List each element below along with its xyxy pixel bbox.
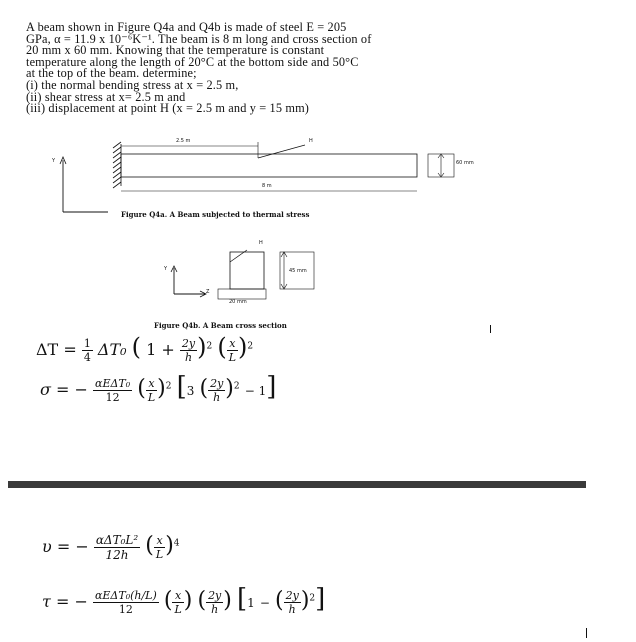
- figure-q4b-caption: Figure Q4b. A Beam cross section: [154, 321, 287, 330]
- problem-line: 20 mm x 60 mm. Knowing that the temperature is constant: [26, 43, 325, 58]
- eq-frac-den: 12h: [105, 548, 129, 562]
- dim-label-8m: 8 m: [262, 183, 272, 189]
- figure-q4a-caption: Figure Q4a. A Beam subjected to thermal stress: [121, 210, 310, 219]
- problem-line: (iii) displacement at point H (x = 2.5 m and y = 15 mm): [26, 101, 310, 116]
- equation-delta-t: ΔT = $\frac{1}{4}$ ΔT₀ ( 1 + $\frac{2y}{h}$ )$^2$ ( $\frac{x}{L}$ )$^2$: [36, 333, 254, 364]
- eq-frac-den: h: [288, 603, 296, 616]
- eq-coef-num: 1: [83, 337, 91, 350]
- eq-frac-num: αEΔT₀: [95, 377, 131, 390]
- cross-section-rectangle: [230, 252, 264, 289]
- eq-one: 1: [146, 340, 157, 359]
- stray-tick: [490, 325, 491, 333]
- eq-plus: +: [161, 340, 175, 359]
- eq-paren: (: [131, 333, 142, 361]
- problem-line: (ii) shear stress at x= 2.5 m and: [26, 89, 186, 104]
- eq-frac-num: 2y: [181, 337, 196, 350]
- eq-frac-num: 2y: [210, 377, 224, 390]
- eq-three: 3: [186, 384, 195, 398]
- equation-v: υ = − $\frac{\text{αΔT₀L²}}{12h}$ ( $\frac{x}{L}$ )$^4$: [42, 533, 180, 562]
- eq-frac-num: 2y: [285, 589, 299, 602]
- problem-line: temperature along the length of 20°C at the bottom side and 50°C: [26, 54, 359, 69]
- eq-lhs: σ: [40, 380, 51, 399]
- eq-term: ΔT₀: [97, 340, 127, 359]
- beam-rectangle: [121, 154, 417, 177]
- eq-frac-num: x: [146, 377, 157, 391]
- point-h-label-b: H: [259, 240, 263, 246]
- eq-paren: (: [217, 333, 227, 361]
- eq-frac-den: 12: [118, 603, 133, 616]
- eq-frac-num: 2y: [208, 589, 222, 602]
- eq-frac-den: h: [184, 351, 193, 364]
- eq-one: 1: [247, 596, 255, 610]
- eq-frac-num: αΔT₀L²: [95, 533, 139, 547]
- dim-label-2.5m: 2.5 m: [176, 138, 191, 144]
- fixed-wall-support: [113, 142, 121, 188]
- eq-frac-num: αEΔT₀(h/L): [94, 589, 157, 602]
- eq-frac-num: x: [172, 589, 183, 603]
- eq-minus: −: [259, 596, 270, 610]
- eq-exp: 2: [309, 593, 316, 604]
- eq-exp: 4: [173, 538, 180, 549]
- equation-sigma: σ = − $\frac{\text{αEΔT₀}}{12}$ ( $\frac{x}{L}$ )$^2$ [3 ( $\frac{2y}{h}$ )$^2$ − 1]: [40, 372, 277, 404]
- dim-label-60mm: 60 mm: [456, 160, 474, 166]
- eq-frac-den: L: [228, 351, 237, 364]
- y-axis-label-b: Y: [164, 266, 168, 272]
- problem-line: GPa, α = 11.9 x 10⁻⁶K⁻¹. The beam is 8 m long and cross section of: [26, 31, 372, 46]
- eq-exp: 2: [247, 341, 254, 352]
- eq-paren: ): [197, 333, 207, 361]
- eq-lhs: ΔT: [36, 340, 59, 359]
- dim-label-45mm: 45 mm: [289, 268, 307, 274]
- eq-frac-den: L: [155, 548, 164, 561]
- stray-tick-bottom: [586, 628, 587, 638]
- problem-line: A beam shown in Figure Q4a and Q4b is made of steel E = 205: [26, 20, 347, 34]
- eq-frac-den: h: [211, 603, 219, 616]
- z-axis-label-b: Z: [206, 289, 210, 295]
- eq-paren: ): [238, 333, 248, 361]
- problem-line: at the top of the beam. determine;: [26, 66, 197, 81]
- eq-frac-den: L: [174, 603, 182, 616]
- eq-minus-one: − 1: [244, 384, 267, 398]
- eq-frac-den: 12: [105, 391, 120, 404]
- eq-frac-den: L: [147, 391, 156, 404]
- eq-frac-den: h: [213, 391, 221, 404]
- eq-coef-den: 4: [83, 351, 91, 364]
- eq-exp: 2: [233, 381, 240, 392]
- eq-frac-num: x: [227, 337, 238, 351]
- eq-lhs: τ: [42, 592, 51, 611]
- eq-exp: 2: [206, 341, 213, 352]
- eq-frac-num: x: [154, 534, 165, 548]
- point-h-pointer: [258, 145, 305, 158]
- eq-exp: 2: [165, 381, 172, 392]
- separator-bar: [8, 481, 586, 488]
- point-h-label: H: [309, 138, 313, 144]
- dim-label-20mm: 20 mm: [229, 299, 247, 305]
- equation-tau: τ = − $\frac{\text{αEΔT₀(h/L)}}{12}$ ( $\frac{x}{L}$ ) ( $\frac{2y}{h}$ ) [1 − ( $\frac{2y}{h}$ )$^2$]: [42, 584, 326, 616]
- problem-line: (i) the normal bending stress at x = 2.5 m,: [26, 77, 239, 92]
- eq-lhs: υ: [42, 537, 52, 556]
- y-axis-label-a: Y: [52, 158, 56, 164]
